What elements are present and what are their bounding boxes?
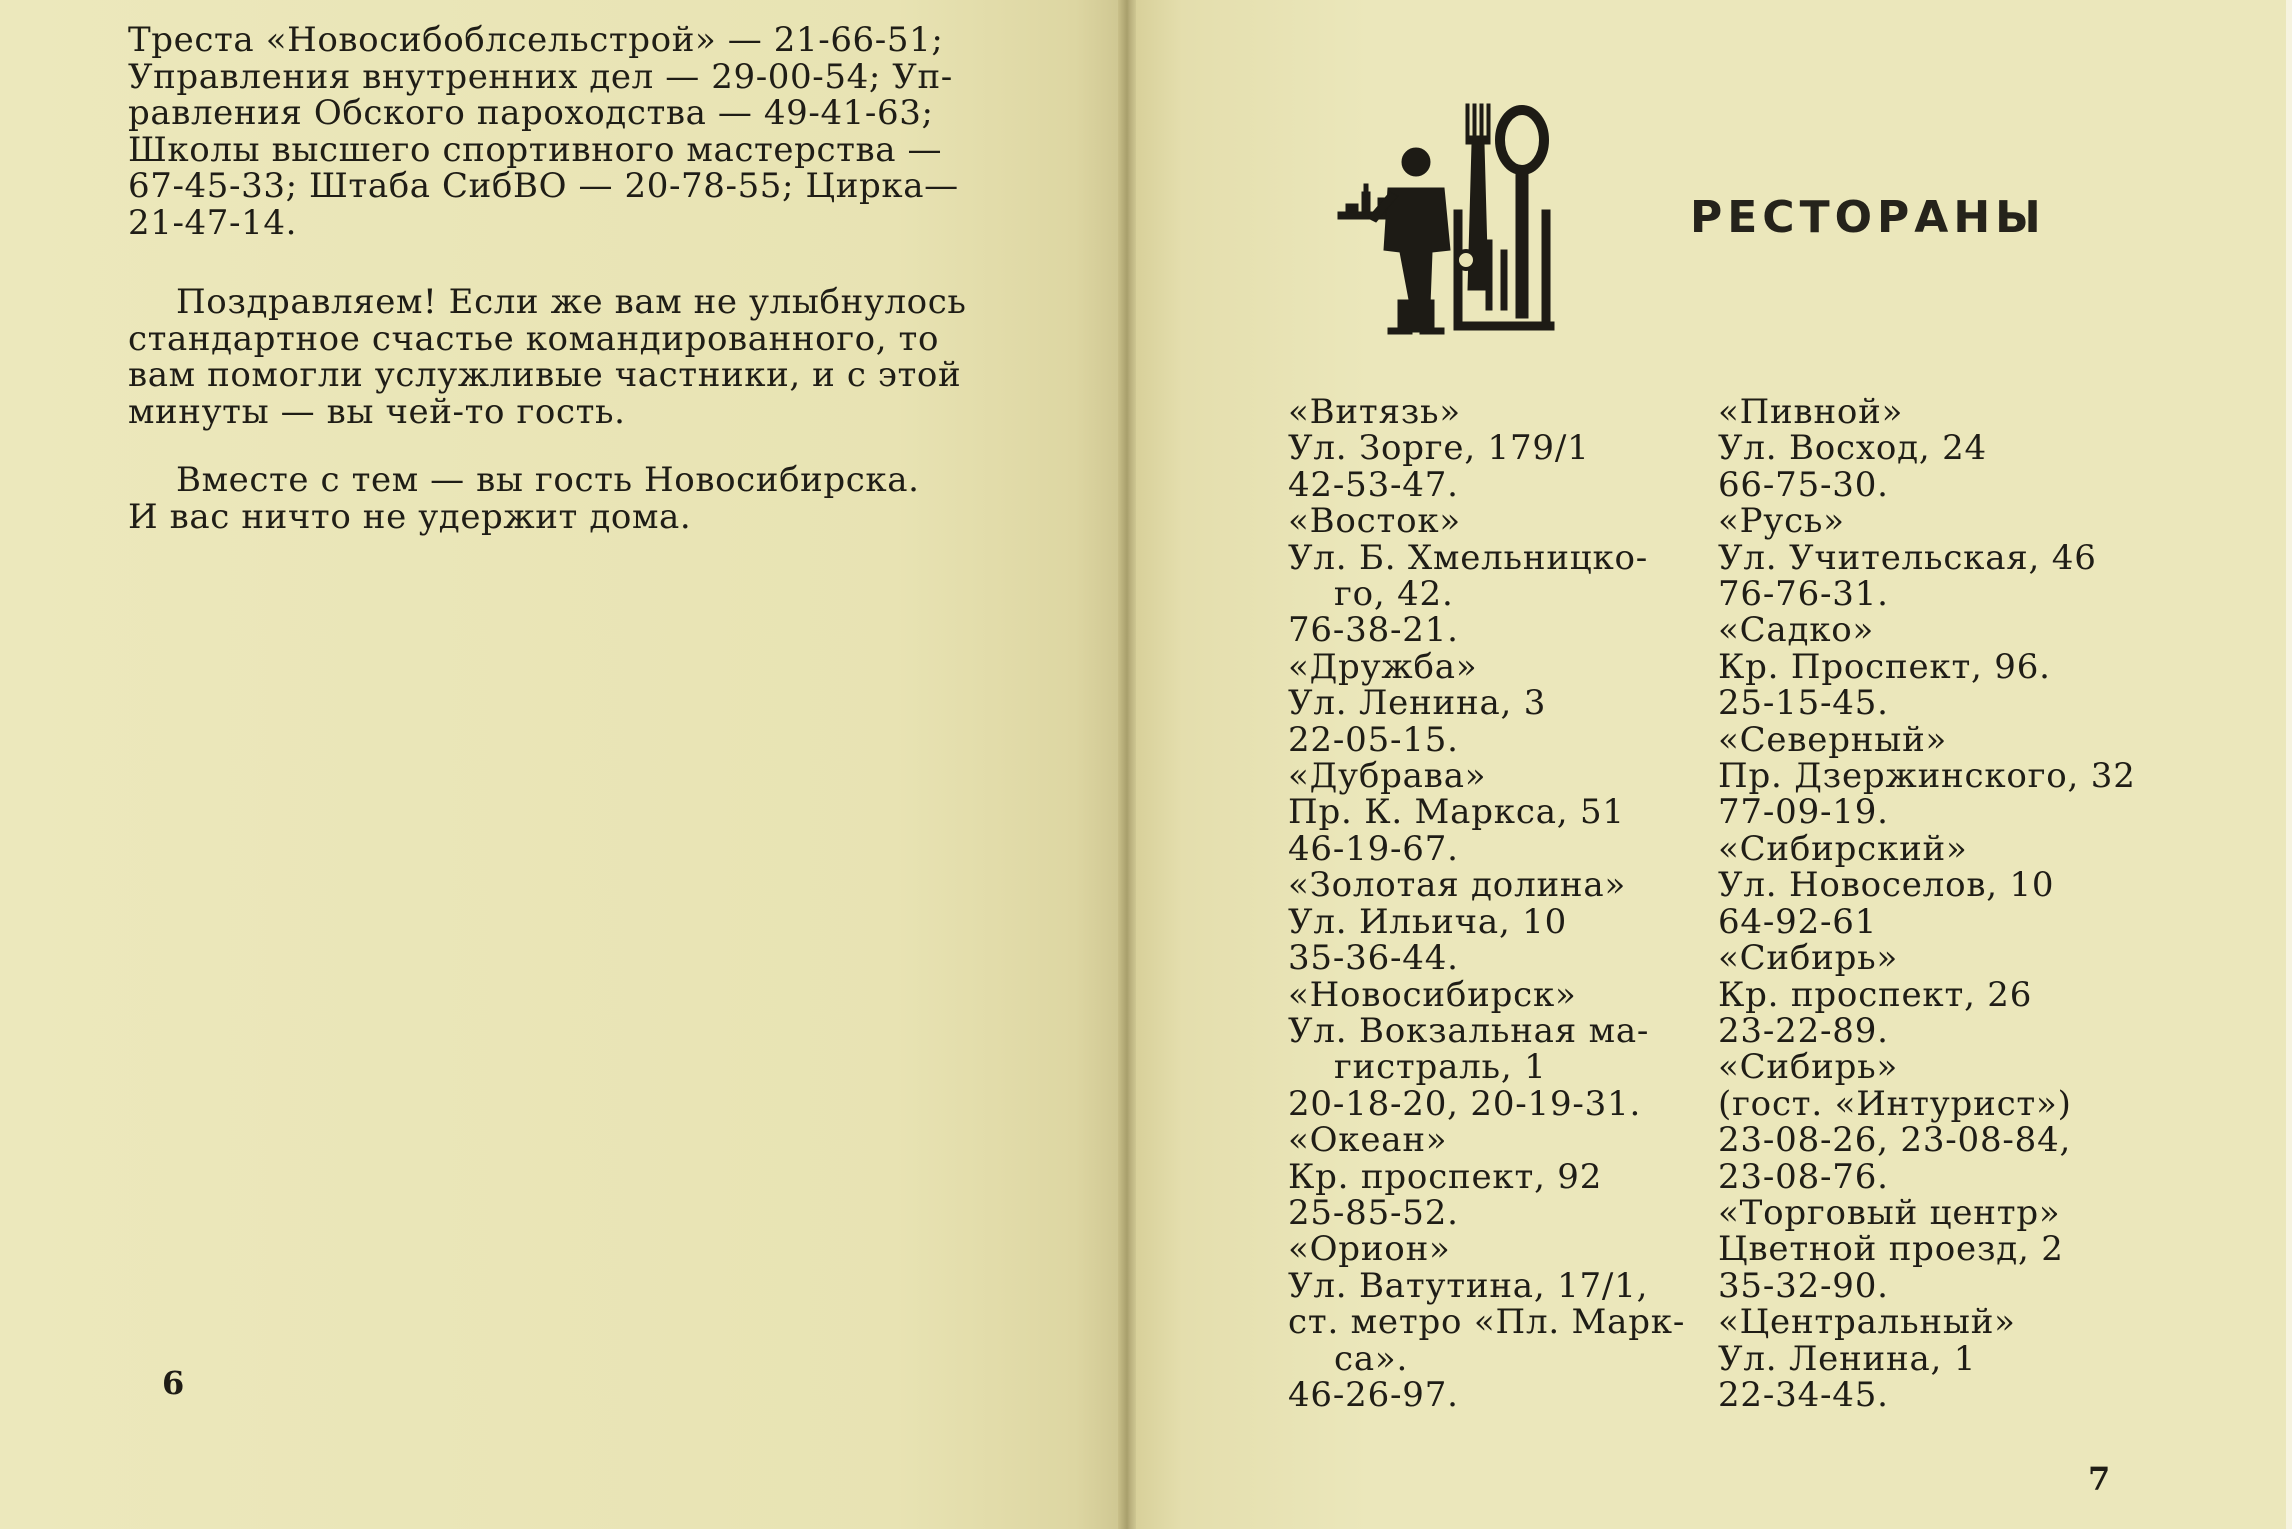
list-line: Ул. Новоселов, 10 (1718, 865, 2055, 906)
list-line: Ул. Ленина, 3 (1288, 683, 1547, 724)
list-line: «Садко» (1718, 610, 1875, 651)
list-line: Ул. Зорге, 179/1 (1288, 428, 1590, 469)
list-line: 66-75-30. (1718, 464, 1889, 505)
list-line: «Океан» (1288, 1120, 1448, 1161)
list-line: го, 42. (1334, 574, 1454, 615)
paragraph-line: И вас ничто не удержит дома. (128, 496, 692, 537)
list-line: «Центральный» (1718, 1302, 2016, 1343)
paragraph-line: 21-47-14. (128, 202, 297, 243)
restaurant-list-column-1 (1288, 394, 1728, 1413)
paragraph-line: вам помогли услужливые частники, и с этой (128, 355, 962, 395)
list-line: «Орион» (1288, 1229, 1451, 1270)
list-line: 35-32-90. (1718, 1265, 1889, 1306)
list-line: «Восток» (1288, 501, 1462, 542)
list-line: 23-22-89. (1718, 1010, 1889, 1051)
scan-edge (2286, 0, 2292, 1529)
list-line: 22-34-45. (1718, 1374, 1889, 1415)
list-line: «Торговый центр» (1718, 1192, 2061, 1233)
list-line: Кр. проспект, 26 (1718, 974, 2033, 1015)
list-line: «Пивной» (1718, 392, 1904, 432)
list-line: 35-36-44. (1288, 938, 1459, 979)
list-line: 23-08-26, 23-08-84, (1718, 1120, 2072, 1161)
list-line: 76-76-31. (1718, 574, 1889, 615)
list-line: ст. метро «Пл. Марк- (1288, 1302, 1686, 1343)
list-line: Пр. К. Маркса, 51 (1288, 792, 1625, 833)
list-line: 64-92-61 (1718, 901, 1878, 942)
list-line: Ул. Б. Хмельницко- (1288, 537, 1649, 578)
list-line: 46-26-97. (1288, 1374, 1459, 1415)
restaurant-list-column-2 (1718, 394, 2158, 1413)
list-line: 22-05-15. (1288, 719, 1459, 760)
list-line: «Витязь» (1288, 392, 1461, 432)
list-line: 25-85-52. (1288, 1192, 1459, 1233)
book-spine (1118, 0, 1138, 1529)
list-line: 25-15-45. (1718, 683, 1889, 724)
page-number-right: 7 (2088, 1460, 2111, 1498)
list-line: «Сибирь» (1718, 938, 1899, 979)
paragraph-line: минуты — вы чей-то гость. (128, 391, 626, 432)
list-line: гистраль, 1 (1334, 1047, 1547, 1088)
paragraph-line: 67-45-33; Штаба СибВО — 20-78-55; Цирка— (128, 166, 959, 206)
list-line: «Русь» (1718, 501, 1845, 542)
list-line: «Сибирь» (1718, 1047, 1899, 1088)
list-line: 77-09-19. (1718, 792, 1889, 833)
list-line: Кр. проспект, 92 (1288, 1156, 1603, 1197)
list-line: «Северный» (1718, 719, 1948, 760)
list-line: са». (1334, 1338, 1409, 1379)
paragraph-line: Вместе с тем — вы гость Новосибирска. (176, 460, 920, 500)
list-line: 42-53-47. (1288, 464, 1459, 505)
list-line: Цветной проезд, 2 (1718, 1229, 2064, 1270)
list-line: «Золотая долина» (1288, 865, 1627, 906)
page-heading: РЕСТОРАНЫ (1690, 192, 2046, 243)
paragraph-line: Поздравляем! Если же вам не улыбнулось (176, 282, 967, 322)
list-line: «Дубрава» (1288, 756, 1487, 797)
list-line: Пр. Дзержинского, 32 (1718, 756, 2136, 797)
left-paragraph-2 (128, 284, 990, 430)
paragraph-line: равления Обского пароходства — 49-41-63; (128, 93, 934, 133)
left-paragraph-1 (128, 22, 990, 241)
page-number-left: 6 (162, 1364, 185, 1402)
list-line: Кр. Проспект, 96. (1718, 646, 2051, 687)
list-line: Ул. Восход, 24 (1718, 428, 1987, 469)
paragraph-line: Управления внутренних дел — 29-00-54; Уп- (128, 56, 953, 97)
left-paragraph-3 (128, 462, 990, 535)
list-line: «Дружба» (1288, 646, 1478, 687)
list-line: 20-18-20, 20-19-31. (1288, 1083, 1642, 1124)
list-line: Ул. Ленина, 1 (1718, 1338, 1977, 1379)
list-line: Ул. Ильича, 10 (1288, 901, 1568, 942)
list-line: «Сибирский» (1718, 828, 1968, 869)
list-line: 76-38-21. (1288, 610, 1459, 651)
waiter-with-tray-and-cutlery-icon (1336, 100, 1568, 340)
list-line: Ул. Ватутина, 17/1, (1288, 1265, 1649, 1306)
list-line: Ул. Учительская, 46 (1718, 537, 2097, 578)
list-line: 23-08-76. (1718, 1156, 1889, 1197)
paragraph-line: Школы высшего спортивного мастерства — (128, 129, 943, 170)
paragraph-line: Треста «Новосибоблсельстрой» — 21-66-51; (128, 20, 944, 60)
list-line: «Новосибирск» (1288, 974, 1577, 1015)
list-line: Ул. Вокзальная ма- (1288, 1010, 1650, 1051)
paragraph-line: стандартное счастье командированного, то (128, 318, 940, 359)
list-line: 46-19-67. (1288, 828, 1459, 869)
list-line: (гост. «Интурист») (1718, 1083, 2072, 1124)
